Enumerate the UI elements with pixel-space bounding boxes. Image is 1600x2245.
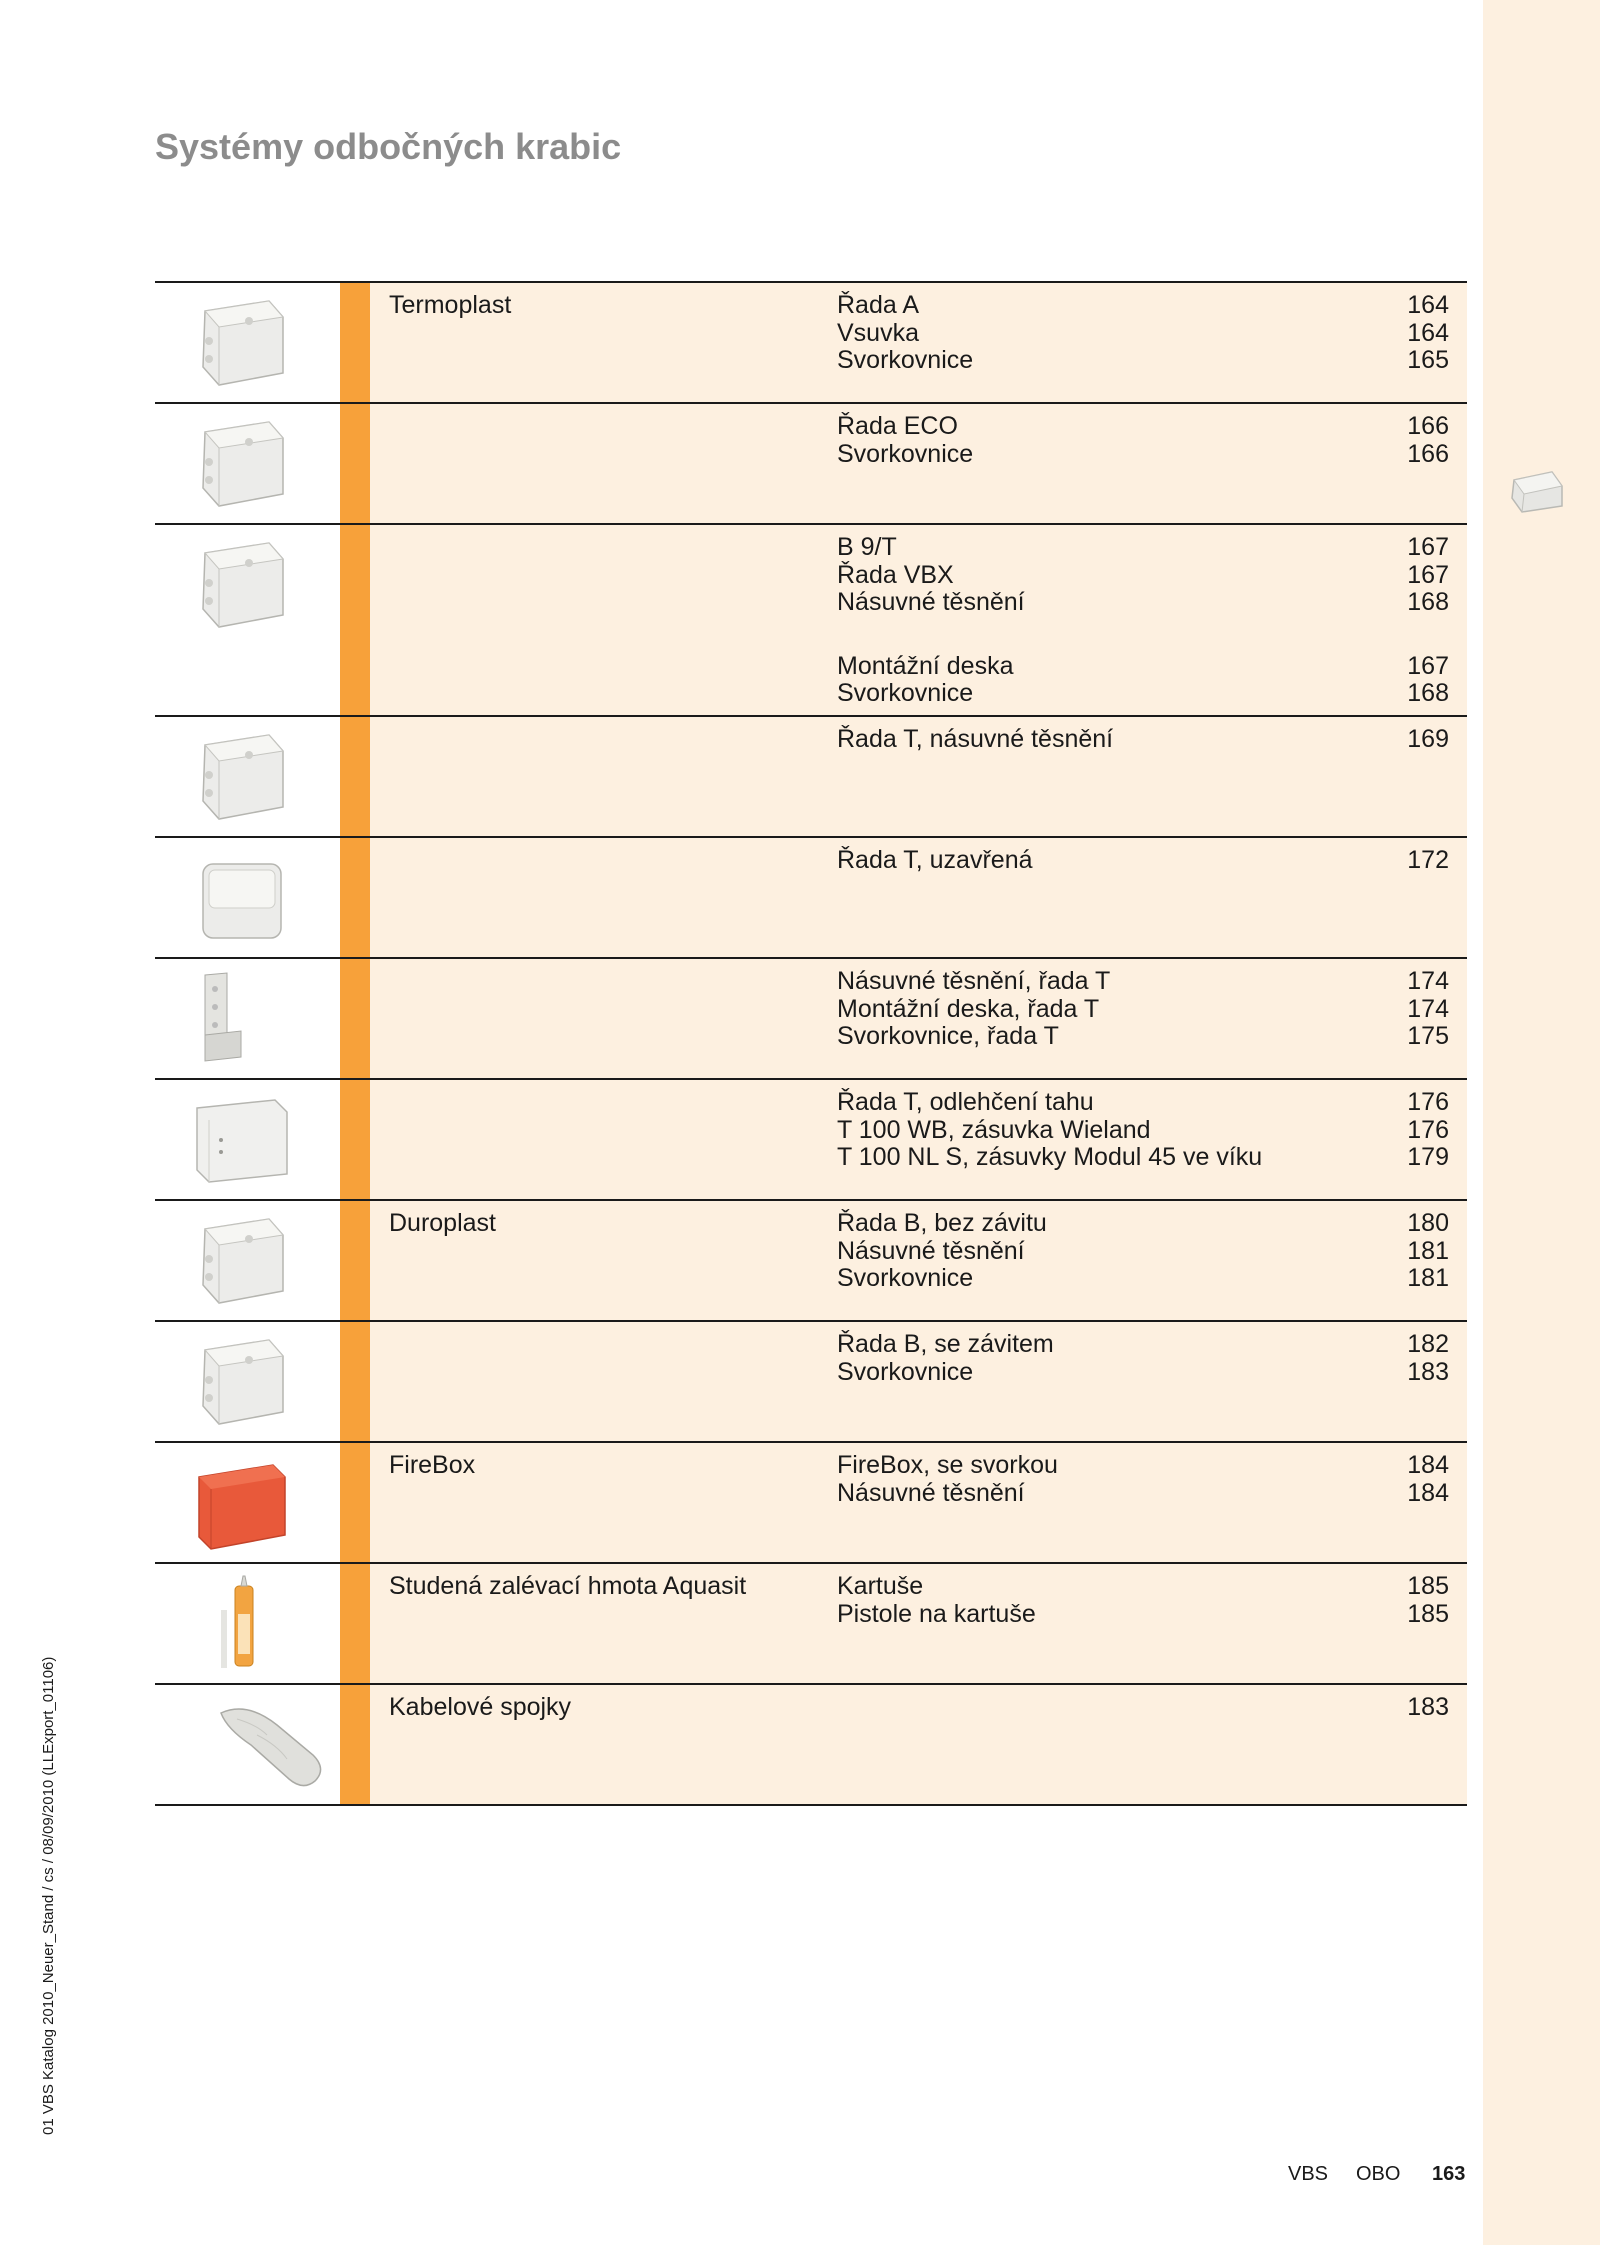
item-label: Násuvné těsnění bbox=[837, 1236, 1025, 1265]
list-item bbox=[155, 1238, 1467, 1266]
list-item bbox=[155, 968, 1467, 996]
item-label: Řada T, násuvné těsnění bbox=[837, 725, 1114, 753]
item-label: Svorkovnice bbox=[837, 346, 974, 374]
category-label: FireBox bbox=[389, 1451, 476, 1479]
item-list bbox=[155, 525, 1467, 708]
item-list bbox=[155, 1443, 1467, 1507]
item-label: Montážní deska, řada T bbox=[837, 994, 1100, 1023]
item-page-number: 166 bbox=[1407, 439, 1449, 468]
item-list bbox=[155, 1564, 1467, 1628]
list-item bbox=[155, 1331, 1467, 1359]
list-item bbox=[155, 1265, 1467, 1293]
item-page-number: 175 bbox=[1407, 1022, 1449, 1050]
item-label: Svorkovnice bbox=[837, 1264, 974, 1292]
item-page-number: 168 bbox=[1407, 679, 1449, 707]
list-item bbox=[155, 1480, 1467, 1508]
catalog-row bbox=[155, 1199, 1467, 1320]
list-item bbox=[155, 1359, 1467, 1387]
item-group bbox=[155, 1573, 1467, 1628]
item-page-number: 184 bbox=[1407, 1451, 1449, 1479]
item-label: Násuvné těsnění bbox=[837, 1478, 1025, 1507]
item-group bbox=[155, 292, 1467, 375]
list-item bbox=[155, 1117, 1467, 1145]
item-group bbox=[155, 653, 1467, 708]
item-list bbox=[155, 959, 1467, 1051]
list-item bbox=[155, 1452, 1467, 1480]
item-label: Svorkovnice bbox=[837, 1357, 974, 1386]
item-page-number: 167 bbox=[1407, 560, 1449, 589]
list-item bbox=[155, 562, 1467, 590]
list-item bbox=[155, 1573, 1467, 1601]
catalog-row bbox=[155, 1441, 1467, 1562]
item-page-number: 182 bbox=[1407, 1330, 1449, 1358]
side-note: 01 VBS Katalog 2010_Neuer_Stand / cs / 08/09/2010 (LLExport_01106) bbox=[40, 1656, 57, 2135]
item-page-number: 183 bbox=[1407, 1357, 1449, 1386]
item-page-number: 185 bbox=[1407, 1572, 1449, 1600]
item-label: Svorkovnice bbox=[837, 679, 974, 707]
item-group bbox=[155, 726, 1467, 754]
item-group bbox=[155, 1089, 1467, 1172]
item-list bbox=[155, 1322, 1467, 1386]
item-list bbox=[155, 283, 1467, 375]
page-number: 163 bbox=[1432, 2163, 1466, 2185]
item-label: Řada T, odlehčení tahu bbox=[837, 1088, 1094, 1116]
item-page-number: 185 bbox=[1407, 1599, 1449, 1628]
footer-brand-vbs: VBS bbox=[1288, 2163, 1329, 2185]
list-item bbox=[155, 1694, 1467, 1722]
catalog-row bbox=[155, 402, 1467, 523]
list-item bbox=[155, 1089, 1467, 1117]
item-label: B 9/T bbox=[837, 533, 897, 561]
item-page-number: 183 bbox=[1407, 1693, 1449, 1721]
list-item bbox=[155, 847, 1467, 875]
catalog-row bbox=[155, 281, 1467, 402]
item-page-number: 166 bbox=[1407, 412, 1449, 440]
item-label: Vsuvka bbox=[837, 318, 919, 347]
item-page-number: 164 bbox=[1407, 318, 1449, 347]
list-item bbox=[155, 1210, 1467, 1238]
list-item bbox=[155, 1601, 1467, 1629]
item-page-number: 167 bbox=[1407, 533, 1449, 561]
item-label: Řada B, bez závitu bbox=[837, 1209, 1047, 1237]
item-page-number: 176 bbox=[1407, 1115, 1449, 1144]
item-page-number: 172 bbox=[1407, 846, 1449, 874]
item-label: FireBox, se svorkou bbox=[837, 1451, 1058, 1479]
list-item bbox=[155, 534, 1467, 562]
item-page-number: 174 bbox=[1407, 994, 1449, 1023]
catalog-row bbox=[155, 1320, 1467, 1441]
item-label: Řada T, uzavřená bbox=[837, 846, 1033, 874]
item-group bbox=[155, 1452, 1467, 1507]
catalog-row bbox=[155, 1562, 1467, 1683]
item-list bbox=[155, 1201, 1467, 1293]
item-page-number: 174 bbox=[1407, 967, 1449, 995]
item-label: Řada A bbox=[837, 291, 920, 319]
item-group bbox=[155, 1694, 1467, 1722]
item-group bbox=[155, 413, 1467, 468]
list-item bbox=[155, 1144, 1467, 1172]
item-label: Násuvné těsnění, řada T bbox=[837, 967, 1111, 995]
category-label: Termoplast bbox=[389, 291, 512, 319]
item-label: Řada B, se závitem bbox=[837, 1330, 1054, 1358]
item-page-number: 180 bbox=[1407, 1209, 1449, 1237]
list-item bbox=[155, 680, 1467, 708]
category-label: Kabelové spojky bbox=[389, 1693, 572, 1721]
item-label: Svorkovnice, řada T bbox=[837, 1022, 1059, 1050]
list-item bbox=[155, 589, 1467, 617]
item-group bbox=[155, 534, 1467, 617]
item-page-number: 164 bbox=[1407, 291, 1449, 319]
item-label: Násuvné těsnění bbox=[837, 588, 1025, 616]
category-label: Duroplast bbox=[389, 1209, 496, 1237]
catalog-row bbox=[155, 523, 1467, 715]
item-label: Kartuše bbox=[837, 1572, 924, 1600]
item-label: Řada VBX bbox=[837, 560, 954, 589]
catalog-row bbox=[155, 1078, 1467, 1199]
list-item bbox=[155, 653, 1467, 681]
list-item bbox=[155, 726, 1467, 754]
catalog-row bbox=[155, 1683, 1467, 1806]
catalog-row bbox=[155, 836, 1467, 957]
list-item bbox=[155, 996, 1467, 1024]
list-item bbox=[155, 413, 1467, 441]
item-list bbox=[155, 1080, 1467, 1172]
page-title: Systémy odbočných krabic bbox=[155, 126, 622, 167]
list-item bbox=[155, 320, 1467, 348]
item-list bbox=[155, 404, 1467, 468]
product-catalog-table bbox=[155, 281, 1467, 1806]
side-margin-band bbox=[1483, 0, 1600, 2245]
item-label: Svorkovnice bbox=[837, 439, 974, 468]
item-label: Pistole na kartuše bbox=[837, 1599, 1036, 1628]
item-label: Montážní deska bbox=[837, 651, 1014, 680]
item-page-number: 165 bbox=[1407, 346, 1449, 374]
item-label: T 100 WB, zásuvka Wieland bbox=[837, 1115, 1151, 1144]
item-label: Řada ECO bbox=[837, 412, 958, 440]
list-item bbox=[155, 1023, 1467, 1051]
item-page-number: 169 bbox=[1407, 725, 1449, 753]
item-group bbox=[155, 847, 1467, 875]
item-label: T 100 NL S, zásuvky Modul 45 ve víku bbox=[837, 1143, 1263, 1171]
category-label: Studená zalévací hmota Aquasit bbox=[389, 1572, 747, 1600]
item-page-number: 167 bbox=[1407, 651, 1449, 680]
list-item bbox=[155, 441, 1467, 469]
list-item bbox=[155, 292, 1467, 320]
item-page-number: 176 bbox=[1407, 1088, 1449, 1116]
catalog-row bbox=[155, 715, 1467, 836]
item-page-number: 168 bbox=[1407, 588, 1449, 616]
item-group bbox=[155, 1210, 1467, 1293]
item-page-number: 181 bbox=[1407, 1236, 1449, 1265]
item-page-number: 181 bbox=[1407, 1264, 1449, 1292]
footer-brand-obo: OBO bbox=[1356, 2163, 1401, 2185]
catalog-row bbox=[155, 957, 1467, 1078]
item-group bbox=[155, 968, 1467, 1051]
item-group bbox=[155, 1331, 1467, 1386]
item-page-number: 179 bbox=[1407, 1143, 1449, 1171]
list-item bbox=[155, 347, 1467, 375]
item-page-number: 184 bbox=[1407, 1478, 1449, 1507]
junction-box-tab-icon bbox=[1508, 466, 1566, 516]
